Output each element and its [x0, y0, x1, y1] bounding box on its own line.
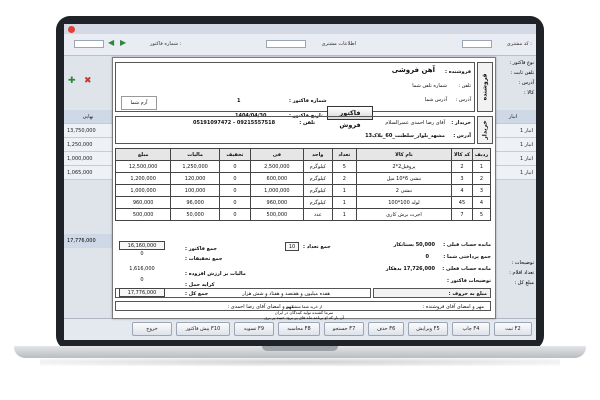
footer-thanks: از خرید شما متشکریم [285, 304, 323, 309]
table-cell: 0 [219, 209, 250, 221]
total-qty-label: جمع تعداد : [303, 244, 331, 250]
invoice-number-label: شماره فاکتور : [289, 98, 327, 104]
table-cell: 1 [332, 209, 356, 221]
grid-cell[interactable]: 13,750,000 [64, 124, 112, 138]
column-header: ردیف [473, 149, 491, 161]
table-cell: 0 [219, 185, 250, 197]
grid-cell[interactable]: 1,250,000 [64, 138, 112, 152]
table-row [116, 185, 491, 197]
invoice-number-field[interactable] [74, 40, 104, 48]
table-cell: کیلوگرم [303, 161, 332, 173]
table-cell: نبشی 2 [356, 185, 451, 197]
table-cell: 0 [219, 173, 250, 185]
in-words-label: مبلغ به حروف : [448, 291, 487, 297]
grid-cell[interactable]: انبار 1 [490, 152, 536, 166]
buyer-signature: مهر و امضای آقای رضا احمدی : [227, 304, 294, 310]
table-cell: 960,000 [116, 197, 171, 209]
table-cell: 4 [473, 197, 491, 209]
table-cell: کیلوگرم [303, 197, 332, 209]
buyer-name: آقای رضا احمدی عمیرالسلام [385, 120, 445, 126]
paid-label: جمع پرداختی شما : [443, 254, 491, 260]
table-cell: کیلوگرم [303, 173, 332, 185]
search-button[interactable]: جستجو F7 [324, 322, 364, 336]
laptop-notch [262, 346, 338, 351]
grid-header: بهایی [64, 110, 112, 124]
customer-info-label: اطلاعات مشتری [321, 41, 356, 47]
laptop-shadow [40, 358, 560, 366]
add-icon[interactable]: ✚ [68, 76, 76, 86]
column-header: فی [250, 149, 303, 161]
exit-button[interactable]: خروج [132, 322, 172, 336]
grand-total-label: جمع کل : [185, 291, 209, 297]
table-row [116, 173, 491, 185]
vat-label: مالیات بر ارزش افزوده : [185, 271, 246, 277]
column-header: واحد [303, 149, 332, 161]
seller-label: فروشنده : [444, 69, 471, 75]
bottom-right-panel [490, 260, 534, 290]
table-cell: 50,000 [171, 209, 220, 221]
table-cell: عدد [303, 209, 332, 221]
table-cell: 2 [451, 161, 472, 173]
invoice-number-label: شماره فاکتور : [150, 41, 182, 47]
in-words: هفده میلیون و هفتصد و هفتاد و شش هزار [242, 291, 330, 297]
right-panel-label: آدرس : [518, 80, 534, 86]
column-header: مبلغ [116, 149, 171, 161]
laptop-screen [64, 24, 536, 340]
edit-button[interactable]: ویرایش F5 [408, 322, 448, 336]
column-header: نام کالا [356, 149, 451, 161]
discount-label: جمع تخفیفات : [185, 256, 223, 262]
notes-label: توضیحات فاکتور : [447, 278, 491, 284]
column-header: مالیات [171, 149, 220, 161]
right-panel-label: نوع فاکتور : [509, 60, 534, 66]
logo-placeholder: آرم شما [121, 96, 157, 110]
footer-slogan: سرما کشنده تولید کنندگان در ایران [274, 310, 334, 315]
table-cell: 1 [332, 185, 356, 197]
arrow-left-icon[interactable]: ◀ [108, 38, 115, 47]
right-panel-label: کالا : [523, 90, 534, 96]
total-qty: 10 [285, 242, 299, 251]
seller-address-label: آدرس : [455, 97, 471, 103]
table-cell: 120,000 [171, 173, 220, 185]
invoice-date-label: تاریخ فاکتور : [289, 113, 323, 119]
vat: 1,616,000 [129, 266, 155, 272]
column-header: کد کالا [451, 149, 472, 161]
paid: 0 [425, 254, 429, 260]
grid-cell[interactable]: انبار 1 [490, 138, 536, 152]
discount: 0 [140, 251, 144, 257]
save-button[interactable]: ثبت F2 [494, 322, 532, 336]
table-cell: نبشی 6*10 میل [356, 173, 451, 185]
table-row [116, 161, 491, 173]
table-cell: 100,000 [171, 185, 220, 197]
seller-tab: فروشنده [477, 62, 493, 112]
bottom-right-label: مبلغ کل : [514, 280, 534, 286]
table-cell: 1,000,000 [250, 185, 303, 197]
in-words-label-box [373, 288, 491, 298]
table-cell: 1,200,000 [116, 173, 171, 185]
arrow-right-icon[interactable]: ▶ [120, 38, 127, 47]
buyer-tab: خریدار [477, 116, 493, 144]
table-cell: 960,000 [250, 197, 303, 209]
column-header: تخفیف [219, 149, 250, 161]
invoice-number: 1 [237, 98, 241, 104]
table-cell: 4 [451, 185, 472, 197]
table-header-row [116, 149, 491, 161]
invoice-date: 1404/04/30 [235, 113, 267, 119]
close-icon[interactable] [68, 26, 75, 33]
table-row [116, 197, 491, 209]
table-cell: 12,500,000 [116, 161, 171, 173]
bottom-right-label: تعداد اقلام : [509, 270, 534, 276]
grid-cell[interactable]: انبار 1 [490, 124, 536, 138]
seller-phone: شماره تلفن شما [412, 83, 447, 89]
current-balance-label: مانده حساب فعلی : [442, 266, 491, 272]
table-cell: 96,000 [171, 197, 220, 209]
delete-button[interactable]: حذف F6 [368, 322, 404, 336]
table-cell: 1 [332, 197, 356, 209]
table-cell: 45 [451, 197, 472, 209]
right-panel [492, 60, 534, 100]
buyer-address: مشهد_بلوار_سلطنت_60_پلاک13 [365, 133, 445, 139]
customer-code-label: کد مشتری : [506, 41, 532, 47]
table-cell: 1 [473, 161, 491, 173]
right-grid [490, 110, 536, 180]
table-cell: 3 [451, 173, 472, 185]
window-titlebar [64, 24, 536, 34]
buyer-label: خریدار : [451, 120, 471, 126]
buyer-phone: 09215557518 - 05191097472 [193, 120, 276, 126]
calculate-button[interactable]: محاسبه F8 [278, 322, 320, 336]
table-cell: 0 [219, 197, 250, 209]
table-cell: لوله 100*100 [356, 197, 451, 209]
app-toolbar [64, 34, 536, 56]
left-total: 17,776,000 [64, 234, 112, 248]
footer-note: آن بار که او برنامه ماه های پر برود حبیبه پر بری [264, 315, 344, 320]
table-cell: 0 [219, 161, 250, 173]
prev-balance: 50,000 بستانکار [393, 242, 435, 248]
grid-cell[interactable]: انبار 1 [490, 166, 536, 180]
shipping: 0 [140, 277, 144, 283]
table-cell: 1,000,000 [116, 185, 171, 197]
customer-code-field[interactable] [462, 40, 492, 48]
table-cell: 2 [473, 173, 491, 185]
proforma-button[interactable]: پیش فاکتور F10 [176, 322, 230, 336]
table-cell: اجرت برش کاری [356, 209, 451, 221]
print-button[interactable]: چاپ F4 [452, 322, 490, 336]
left-grid [64, 110, 112, 180]
table-cell: 1,250,000 [171, 161, 220, 173]
prev-balance-label: مانده حساب قبلی : [443, 242, 491, 248]
items-table [115, 148, 491, 221]
table-cell: 5 [332, 161, 356, 173]
bottom-right-label: توضیحات : [511, 260, 534, 266]
table-cell: 500,000 [250, 209, 303, 221]
sum: 16,160,000 [119, 241, 165, 250]
table-cell: کیلوگرم [303, 185, 332, 197]
shipping-label: کرایه حمل : [185, 282, 215, 288]
invoice-title: فاکتور فروش [327, 106, 373, 120]
seller-phone-label: تلفن : [458, 83, 471, 89]
table-cell: 2 [332, 173, 356, 185]
table-cell: 5 [473, 209, 491, 221]
grid-header: انبار [490, 110, 536, 124]
column-header: تعداد [332, 149, 356, 161]
invoice-preview [112, 57, 496, 319]
table-cell: 600,000 [250, 173, 303, 185]
remove-icon[interactable]: ✖ [84, 76, 92, 86]
grand-total: 17,776,000 [119, 288, 165, 297]
table-cell: 7 [451, 209, 472, 221]
seller-address: آدرس شما [424, 97, 447, 103]
table-cell: پروفیل2*2 [356, 161, 451, 173]
grid-cell[interactable]: 1,065,000 [64, 166, 112, 180]
current-balance: 17,726,000 بدهکار [385, 266, 435, 272]
settle-button[interactable]: تسویه F9 [234, 322, 274, 336]
sum-label: جمع فاکتور : [185, 246, 217, 252]
seller-signature: مهر و امضای آقای فروشنده : [422, 304, 484, 310]
customer-info-field[interactable] [266, 40, 306, 48]
seller-name: آهن فروشی [391, 66, 435, 74]
table-cell: 3 [473, 185, 491, 197]
buyer-phone-label: تلفن : [299, 120, 315, 126]
grid-cell[interactable]: 1,000,000 [64, 152, 112, 166]
right-panel-label: تلفن ثابت : [510, 70, 534, 76]
table-cell: 2,500,000 [250, 161, 303, 173]
bottom-button-bar [64, 318, 536, 340]
buyer-address-label: آدرس : [453, 133, 471, 139]
table-row [116, 209, 491, 221]
table-cell: 500,000 [116, 209, 171, 221]
